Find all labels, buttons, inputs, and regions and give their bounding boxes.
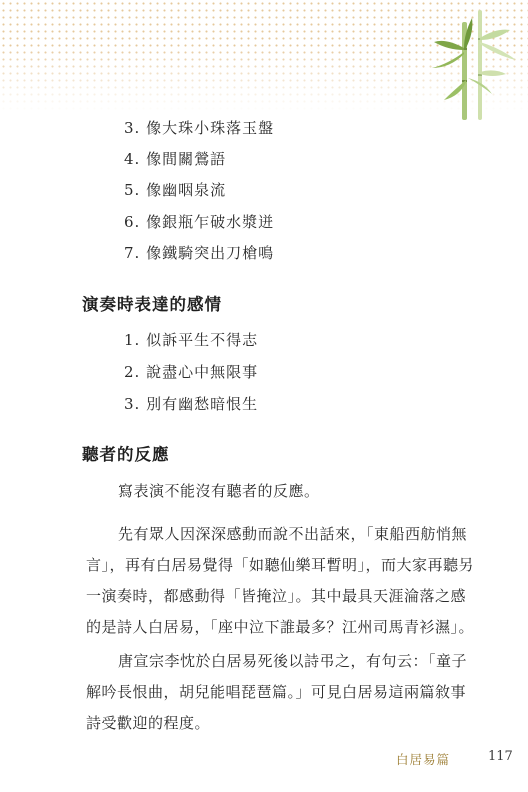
paragraph-popularity [86, 646, 466, 739]
list-item: 6. 像銀瓶乍破水漿迸 [124, 213, 275, 231]
running-footer-title: 白居易篇 [396, 752, 451, 767]
paragraph-line: 解吟長恨曲，胡兒能唱琵琶篇。」可見白居易這兩篇敘事 [86, 683, 467, 701]
paragraph-line: 寫表演不能沒有聽者的反應。 [118, 482, 320, 500]
list-item: 2. 說盡心中無限事 [124, 363, 259, 381]
list-item: 7. 像鐵騎突出刀槍鳴 [124, 244, 275, 262]
paragraph-intro [86, 476, 466, 507]
paragraph-line: 一演奏時，都感動得「皆掩泣」。其中最具天涯淪落之感 [86, 587, 467, 605]
section-heading-response: 聽者的反應 [82, 445, 170, 464]
paragraph-line: 言」，再有白居易覺得「如聽仙樂耳暫明」，而大家再聽另 [86, 556, 475, 574]
section-heading-emotion: 演奏時表達的感情 [82, 295, 222, 314]
list-item: 5. 像幽咽泉流 [124, 181, 227, 199]
paragraph-line: 先有眾人因深深感動而說不出話來，「東船西舫悄無 [118, 525, 468, 543]
page-number: 117 [488, 749, 513, 764]
bamboo-icon [426, 8, 526, 120]
list-item: 3. 像大珠小珠落玉盤 [124, 119, 275, 137]
paragraph-line: 的是詩人白居易，「座中泣下誰最多？江州司馬青衫濕」。 [86, 618, 475, 636]
list-item: 3. 別有幽愁暗恨生 [124, 395, 259, 413]
paragraph-audience [86, 519, 475, 643]
list-item: 1. 似訴平生不得志 [124, 331, 259, 349]
paragraph-line: 唐宣宗李忱於白居易死後以詩弔之，有句云：「童子 [118, 652, 468, 670]
list-item: 4. 像間關鶯語 [124, 150, 227, 168]
paragraph-line: 詩受歡迎的程度。 [86, 714, 211, 732]
